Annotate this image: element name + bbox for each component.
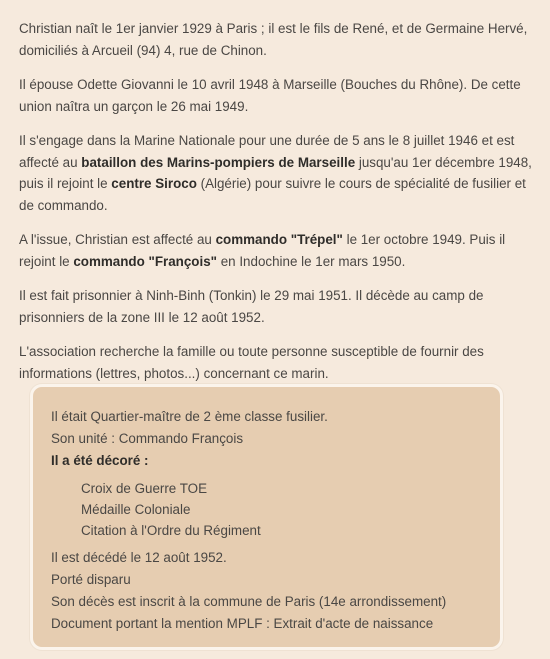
decorations-list <box>81 478 500 541</box>
decoration-item: Croix de Guerre TOE <box>81 481 208 496</box>
death-line: Il est décédé le 12 août 1952. <box>51 550 227 565</box>
paragraph-assignment <box>19 229 539 272</box>
unit-line: Son unité : Commando François <box>51 431 244 446</box>
document-line: Document portant la mention MPLF : Extrait d'acte de naissance <box>51 616 434 631</box>
decoration-item: Citation à l'Ordre du Régiment <box>81 523 261 538</box>
registry-line: Son décès est inscrit à la commune de Paris (14e arrondissement) <box>51 594 447 609</box>
bold-commando-francois: commando "François" <box>73 253 217 269</box>
decorated-label: Il a été décoré : <box>51 453 149 468</box>
paragraph-appeal: L'association recherche la famille ou toute personne susceptible de fournir des informations (lettres, photos...) concernant ce marin. <box>19 344 484 381</box>
paragraph-marriage: Il épouse Odette Giovanni le 10 avril 1948 à Marseille (Bouches du Rhône). De cette union naîtra un garçon le 26 mai 1949. <box>19 77 521 114</box>
paragraph-enlistment <box>19 130 539 216</box>
text-segment: Il s'engage dans la Marine Nationale pour une durée de 5 ans le 8 juillet 1946 et est affecté au <box>19 133 515 170</box>
text-segment: jusqu'au 1er décembre 1948, puis il rejoint le <box>19 154 532 191</box>
paragraph-birth: Christian naît le 1er janvier 1929 à Paris ; il est le fils de René, et de Germaine Hervé, domiciliés à Arcueil (94) 4, rue de Chinon. <box>19 21 528 58</box>
rank-line: Il était Quartier-maître de 2 ème classe fusilier. <box>51 409 328 424</box>
decoration-item: Médaille Coloniale <box>81 502 191 517</box>
paragraph-captivity: Il est fait prisonnier à Ninh-Binh (Tonkin) le 29 mai 1951. Il décède au camp de prisonniers de la zone III le 12 août 1952. <box>19 288 484 325</box>
status-line: Porté disparu <box>51 572 131 587</box>
text-segment: (Algérie) pour suivre le cours de spécialité de fusilier et de commando. <box>19 176 526 213</box>
bold-centre-siroco: centre Siroco <box>111 176 197 191</box>
summary-box <box>30 384 503 650</box>
text-segment: en Indochine le 1er mars 1950. <box>217 253 406 269</box>
bold-unit-marins-pompiers: bataillon des Marins-pompiers de Marseille <box>81 154 356 170</box>
text-segment: A l'issue, Christian est affecté au <box>19 232 216 247</box>
biography-article <box>19 18 539 397</box>
text-segment: le 1er octobre 1949. Puis il rejoint le <box>19 232 506 269</box>
bold-commando-trepel: commando "Trépel" <box>215 232 343 247</box>
